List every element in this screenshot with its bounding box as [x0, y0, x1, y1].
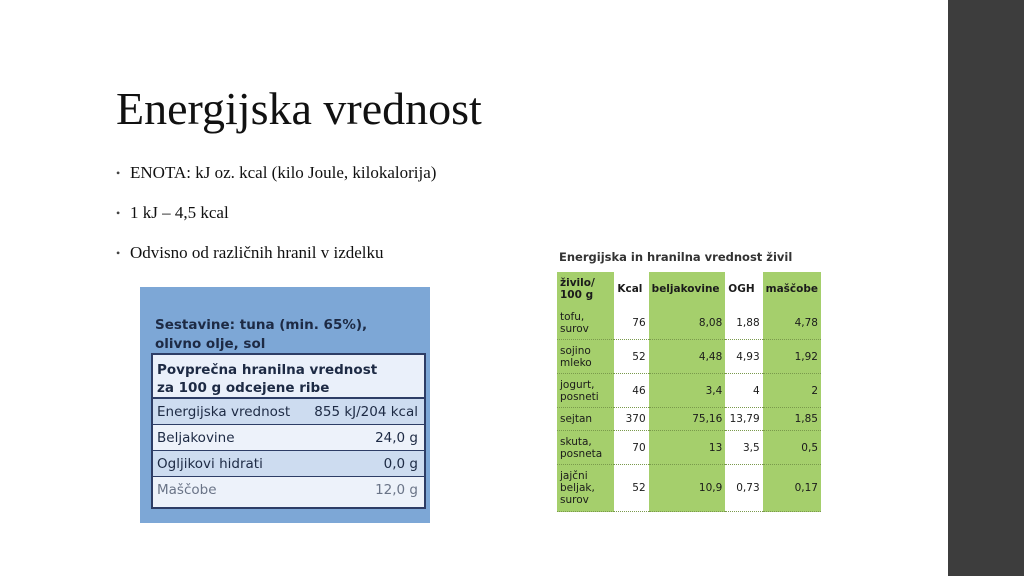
cell-carbs: 1,88 — [725, 306, 762, 340]
cell-carbs: 4,93 — [725, 340, 762, 374]
cell-protein: 4,48 — [649, 340, 726, 374]
bullet-dot-icon: • — [116, 206, 121, 220]
food-line: surov — [560, 322, 589, 335]
cell-carbs: 0,73 — [725, 465, 762, 512]
row-label: Energijska vrednost — [157, 403, 291, 420]
food-line: posneta — [560, 447, 603, 460]
ingredients-line: Sestavine: tuna (min. 65%), — [155, 317, 368, 333]
food-line: beljak, — [560, 482, 595, 494]
cell-kcal: 46 — [614, 374, 648, 408]
table-row — [557, 340, 821, 374]
cell-protein: 3,4 — [649, 374, 726, 408]
nutrition-table-title: Energijska in hranilna vrednost živil — [559, 250, 793, 264]
table-row — [557, 408, 821, 431]
right-side-band — [948, 0, 1024, 576]
bullet-text: Odvisno od različnih hranil v izdelku — [130, 243, 384, 262]
row-value: 0,0 g — [383, 455, 418, 472]
cell-kcal: 70 — [614, 431, 648, 465]
row-label: Maščobe — [157, 482, 217, 498]
row-value: 12,0 g — [375, 482, 418, 498]
bullet-text: ENOTA: kJ oz. kcal (kilo Joule, kilokalorija) — [130, 163, 437, 182]
cell-protein: 75,16 — [649, 408, 726, 431]
cell-protein: 8,08 — [649, 306, 726, 340]
nutrition-table-image — [557, 250, 823, 512]
cell-fat: 0,17 — [763, 465, 821, 512]
table-row — [557, 374, 821, 408]
table-row — [557, 431, 821, 465]
table-row — [557, 306, 821, 340]
cell-fat: 2 — [763, 374, 821, 408]
heading-line: Povprečna hranilna vrednost — [157, 362, 378, 378]
table-row — [557, 465, 821, 512]
row-value: 24,0 g — [375, 429, 418, 446]
row-label: Ogljikovi hidrati — [157, 455, 263, 472]
cell-kcal: 370 — [614, 408, 648, 431]
bullet-item — [116, 242, 436, 282]
cell-fat: 4,78 — [763, 306, 821, 340]
tuna-row-carbs — [153, 451, 424, 477]
tuna-label-image — [140, 287, 430, 523]
food-line: posneti — [560, 390, 599, 403]
tuna-row-protein — [153, 425, 424, 451]
header-protein: beljakovine — [649, 272, 726, 306]
tuna-row-fat — [153, 477, 424, 503]
food-line: jogurt, — [560, 378, 595, 391]
ingredients-line: olivno olje, sol — [155, 336, 266, 352]
bullet-dot-icon: • — [116, 246, 121, 260]
food-line: surov — [560, 494, 589, 506]
cell-fat: 1,92 — [763, 340, 821, 374]
bullet-list — [116, 162, 436, 282]
cell-kcal: 76 — [614, 306, 648, 340]
bullet-dot-icon: • — [116, 166, 121, 180]
food-line: jajčni — [560, 470, 588, 482]
slide-title: Energijska vrednost — [116, 83, 482, 134]
header-food — [557, 272, 614, 306]
cell-protein: 13 — [649, 431, 726, 465]
cell-food — [557, 408, 614, 431]
tuna-nutrition-box — [151, 353, 426, 509]
food-line: sojino — [560, 344, 591, 357]
bullet-text: 1 kJ – 4,5 kcal — [130, 203, 229, 222]
cell-food — [557, 431, 614, 465]
table-header-row — [557, 272, 821, 306]
bullet-item — [116, 162, 436, 202]
cell-food — [557, 465, 614, 512]
cell-food — [557, 374, 614, 408]
cell-kcal: 52 — [614, 465, 648, 512]
header-food-line: živilo/ — [560, 277, 595, 289]
tuna-ingredients — [155, 316, 425, 354]
header-carbs: OGH — [725, 272, 762, 306]
food-line: skuta, — [560, 435, 592, 448]
food-line: mleko — [560, 356, 592, 369]
cell-food — [557, 306, 614, 340]
cell-fat: 0,5 — [763, 431, 821, 465]
food-line: sejtan — [560, 413, 593, 425]
cell-fat: 1,85 — [763, 408, 821, 431]
cell-carbs: 4 — [725, 374, 762, 408]
nutrition-table — [557, 272, 821, 512]
heading-line: za 100 g odcejene ribe — [157, 380, 330, 396]
tuna-nutrition-heading — [153, 355, 424, 399]
header-kcal: Kcal — [614, 272, 648, 306]
row-label: Beljakovine — [157, 429, 235, 446]
header-food-line: 100 g — [560, 289, 594, 301]
cell-carbs: 3,5 — [725, 431, 762, 465]
tuna-row-energy — [153, 399, 424, 425]
cell-protein: 10,9 — [649, 465, 726, 512]
food-line: tofu, — [560, 310, 585, 323]
cell-kcal: 52 — [614, 340, 648, 374]
row-value: 855 kJ/204 kcal — [314, 403, 418, 420]
header-fat: maščobe — [763, 272, 821, 306]
bullet-item — [116, 202, 436, 242]
cell-carbs: 13,79 — [725, 408, 762, 431]
cell-food — [557, 340, 614, 374]
